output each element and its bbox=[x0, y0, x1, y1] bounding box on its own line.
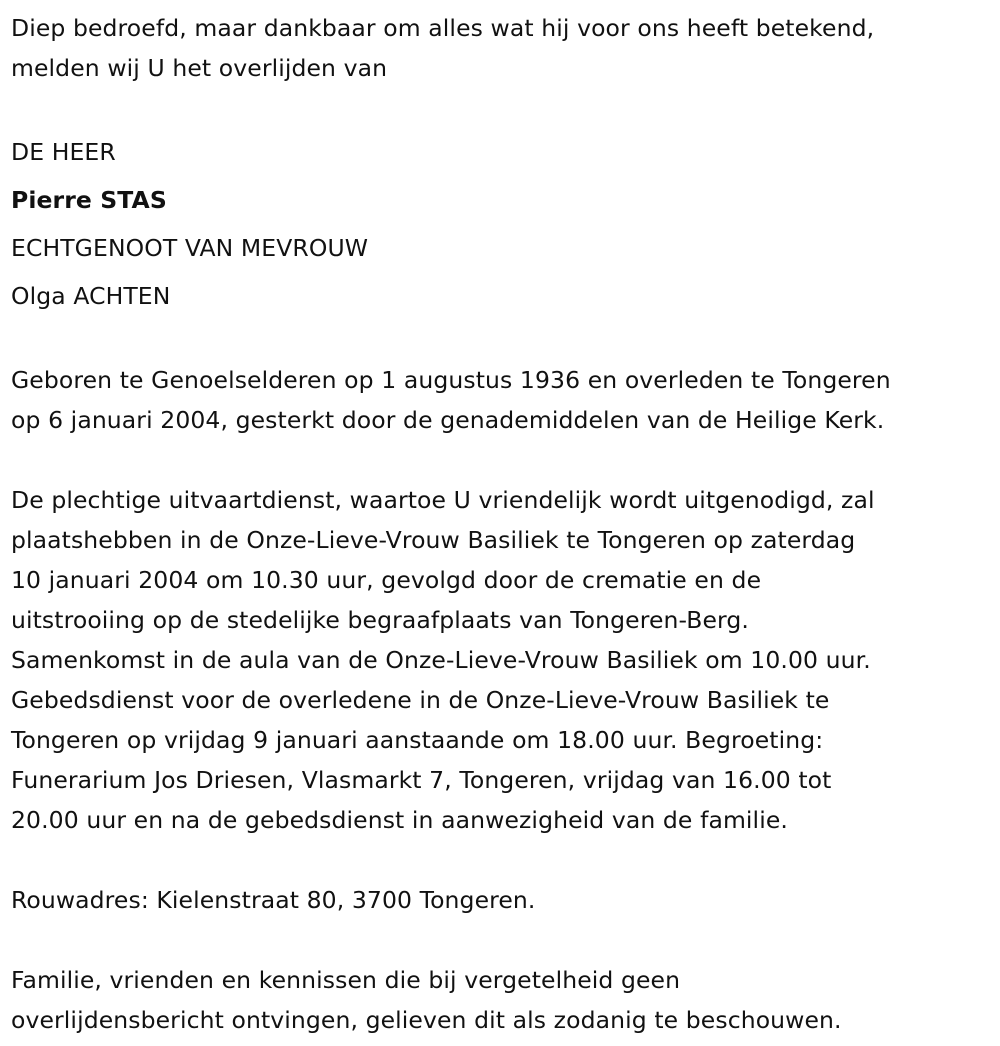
birth-death-line-1: Geboren te Genoelselderen op 1 augustus 1936 en overleden te Tongeren bbox=[11, 366, 891, 394]
deceased-name: Pierre STAS bbox=[11, 186, 167, 214]
spacer bbox=[11, 320, 990, 360]
ceremony-line-6: Gebedsdienst voor de overledene in de Onze-Lieve-Vrouw Basiliek te bbox=[11, 686, 830, 714]
spacer bbox=[11, 88, 990, 128]
closing-line-1: Familie, vrienden en kennissen die bij vergetelheid geen bbox=[11, 966, 681, 994]
closing-line-2: overlijdensbericht ontvingen, gelieven dit als zodanig te beschouwen. bbox=[11, 1006, 842, 1034]
ceremony-line-3: 10 januari 2004 om 10.30 uur, gevolgd door de crematie en de bbox=[11, 566, 762, 594]
relation: ECHTGENOOT VAN MEVROUW bbox=[11, 234, 369, 262]
address-paragraph bbox=[11, 880, 990, 920]
honorific: DE HEER bbox=[11, 138, 116, 166]
closing-paragraph bbox=[11, 960, 990, 1040]
ceremony-line-4: uitstrooiing op de stedelijke begraafplaats van Tongeren-Berg. bbox=[11, 606, 749, 634]
spacer bbox=[11, 920, 990, 960]
birth-death-line-2: op 6 januari 2004, gesterkt door de genademiddelen van de Heilige Kerk. bbox=[11, 406, 885, 434]
intro-line-1: Diep bedroefd, maar dankbaar om alles wat hij voor ons heeft betekend, bbox=[11, 14, 875, 42]
intro-line-2: melden wij U het overlijden van bbox=[11, 54, 388, 82]
ceremony-line-2: plaatshebben in de Onze-Lieve-Vrouw Basiliek te Tongeren op zaterdag bbox=[11, 526, 856, 554]
spacer bbox=[11, 840, 990, 880]
ceremony-line-9: 20.00 uur en na de gebedsdienst in aanwezigheid van de familie. bbox=[11, 806, 788, 834]
ceremony-line-1: De plechtige uitvaartdienst, waartoe U vriendelijk wordt uitgenodigd, zal bbox=[11, 486, 875, 514]
ceremony-line-5: Samenkomst in de aula van de Onze-Lieve-Vrouw Basiliek om 10.00 uur. bbox=[11, 646, 871, 674]
ceremony-line-7: Tongeren op vrijdag 9 januari aanstaande om 18.00 uur. Begroeting: bbox=[11, 726, 824, 754]
ceremony-paragraph bbox=[11, 480, 990, 840]
intro-paragraph bbox=[11, 8, 990, 88]
deceased-block bbox=[11, 128, 990, 320]
spacer bbox=[11, 440, 990, 480]
spouse-name: Olga ACHTEN bbox=[11, 282, 171, 310]
ceremony-line-8: Funerarium Jos Driesen, Vlasmarkt 7, Tongeren, vrijdag van 16.00 tot bbox=[11, 766, 832, 794]
birth-death-paragraph bbox=[11, 360, 990, 440]
mourning-address: Rouwadres: Kielenstraat 80, 3700 Tongeren. bbox=[11, 886, 536, 914]
